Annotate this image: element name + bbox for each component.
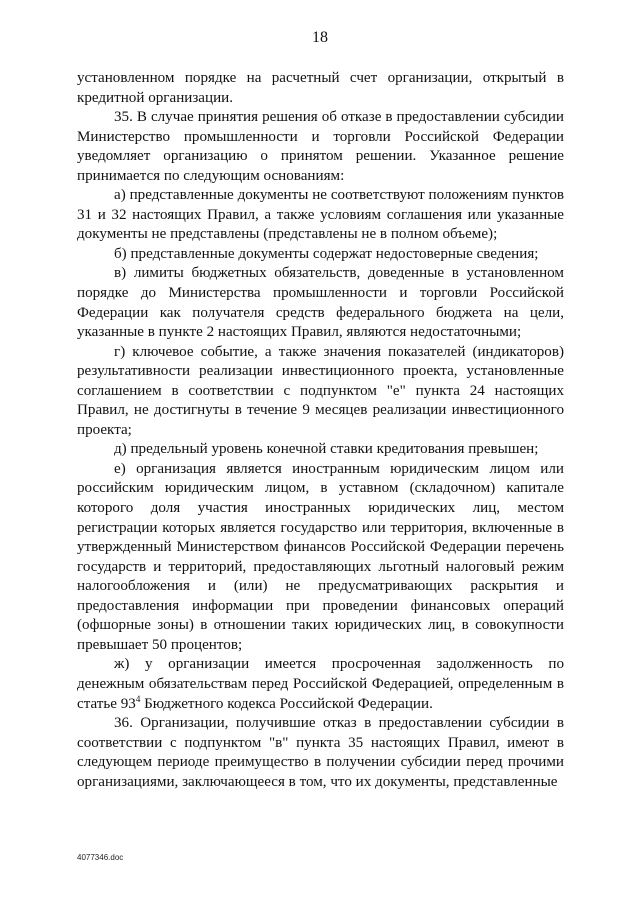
paragraph-continuation: установленном порядке на расчетный счет организации, открытый в кредитной организации. bbox=[77, 70, 564, 106]
clause-b: б) представленные документы содержат недостоверные сведения; bbox=[114, 245, 539, 262]
document-body bbox=[77, 69, 564, 792]
file-name-footer: 4077346.doc bbox=[77, 853, 124, 862]
paragraph-36: 36. Организации, получившие отказ в предоставлении субсидии в соответствии с подпунктом "в" пункта 35 настоящих Правил, имеют в следующем периоде преимущество в получении субсидии перед прочими организациями, заключающееся в том, что их документы, представленные bbox=[77, 715, 564, 790]
clause-e: е) организация является иностранным юридическим лицом или российским юридическим лицом, в уставном (складочном) капитале которого доля участия иностранных юридических лиц, местом регистрации которых является государство или территория, включенные в утвержденный Министерством финансов Российской Федерации перечень государств и территорий, предоставляющих льготный налоговый режим налогообложения и (или) не предусматривающих раскрытия и предоставления информации при проведении финансовых операций (офшорные зоны) в отношении таких юридических лиц, в совокупности превышает 50 процентов; bbox=[77, 460, 564, 653]
clause-a: а) представленные документы не соответствуют положениям пунктов 31 и 32 настоящих Правил, а также условиям соглашения или указанные документы не представлены (представлены не в полном объеме); bbox=[77, 187, 564, 243]
clause-d: д) предельный уровень конечной ставки кредитования превышен; bbox=[114, 441, 539, 458]
clause-v: в) лимиты бюджетных обязательств, доведенные в установленном порядке до Министерства промышленности и торговли Российской Федерации как получателя средств федерального бюджета на цели, указанные в пункте 2 настоящих Правил, являются недостаточными; bbox=[77, 265, 564, 341]
page-number: 18 bbox=[312, 29, 328, 46]
paragraph-35: 35. В случае принятия решения об отказе в предоставлении субсидии Министерство промышленности и торговли Российской Федерации уведомляет организацию о принятом решении. Указанное решение принимается по следующим основаниям: bbox=[77, 109, 564, 184]
clause-g: г) ключевое событие, а также значения показателей (индикаторов) результативности реализации инвестиционного проекта, установленные соглашением в соответствии с подпунктом "е" пункта 24 настоящих Правил, не достигнуты в течение 9 месяцев реализации инвестиционного проекта; bbox=[77, 343, 564, 438]
clause-zh-text: ж) у организации имеется просроченная задолженность по денежным обязательствам перед Российской Федерацией, определенным в статье 93 bbox=[77, 656, 564, 712]
clause-zh-tail: Бюджетного кодекса Российской Федерации. bbox=[140, 695, 433, 712]
clause-zh bbox=[77, 655, 564, 714]
article-superscript: 4 bbox=[135, 693, 141, 704]
